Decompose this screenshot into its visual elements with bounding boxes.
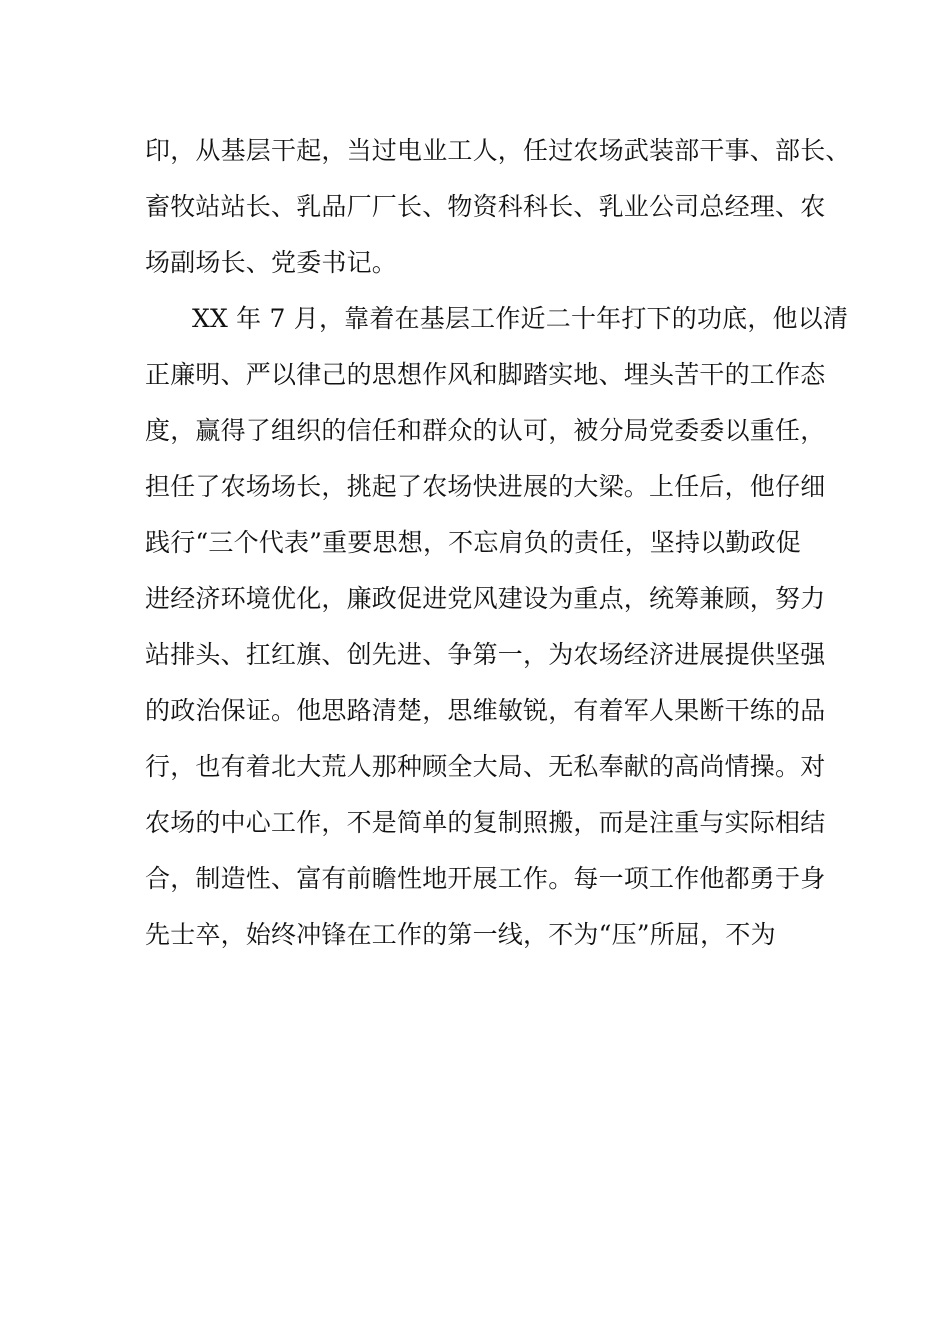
text-line: 进经济环境优化，廉政促进党风建设为重点，统筹兼顾，努力 xyxy=(145,584,826,613)
text-line: 践行“三个代表”重要思想，不忘肩负的责任，坚持以勤政促 xyxy=(145,528,801,557)
text-line: 印，从基层干起，当过电业工人，任过农场武装部干事、部长、 xyxy=(145,136,851,165)
text-line: 畜牧站站长、乳品厂厂长、物资科科长、乳业公司总经理、农 xyxy=(145,192,826,221)
text-line: 的政治保证。他思路清楚，思维敏锐，有着军人果断干练的品 xyxy=(145,696,826,725)
text-line: 正廉明、严以律己的思想作风和脚踏实地、埋头苦干的工作态 xyxy=(145,360,826,389)
text-line: 先士卒，始终冲锋在工作的第一线，不为“压”所屈，不为 xyxy=(145,920,776,949)
text-line: 合，制造性、富有前瞻性地开展工作。每一项工作他都勇于身 xyxy=(145,864,826,893)
text-line: 站排头、扛红旗、创先进、争第一，为农场经济进展提供坚强 xyxy=(145,640,826,669)
text-line: 农场的中心工作，不是简单的复制照搬，而是注重与实际相结 xyxy=(145,808,826,837)
text-line: 度，赢得了组织的信任和群众的认可，被分局党委委以重任， xyxy=(145,416,826,445)
body-text xyxy=(145,123,851,963)
text-line: 担任了农场场长，挑起了农场快进展的大梁。上任后，他仔细 xyxy=(145,472,826,501)
text-line: 行，也有着北大荒人那种顾全大局、无私奉献的高尚情操。对 xyxy=(145,752,826,781)
text-line: 场副场长、党委书记。 xyxy=(145,248,398,277)
paragraph-start-line: XX 年 7 月，靠着在基层工作近二十年打下的功底，他以清 xyxy=(192,304,849,333)
